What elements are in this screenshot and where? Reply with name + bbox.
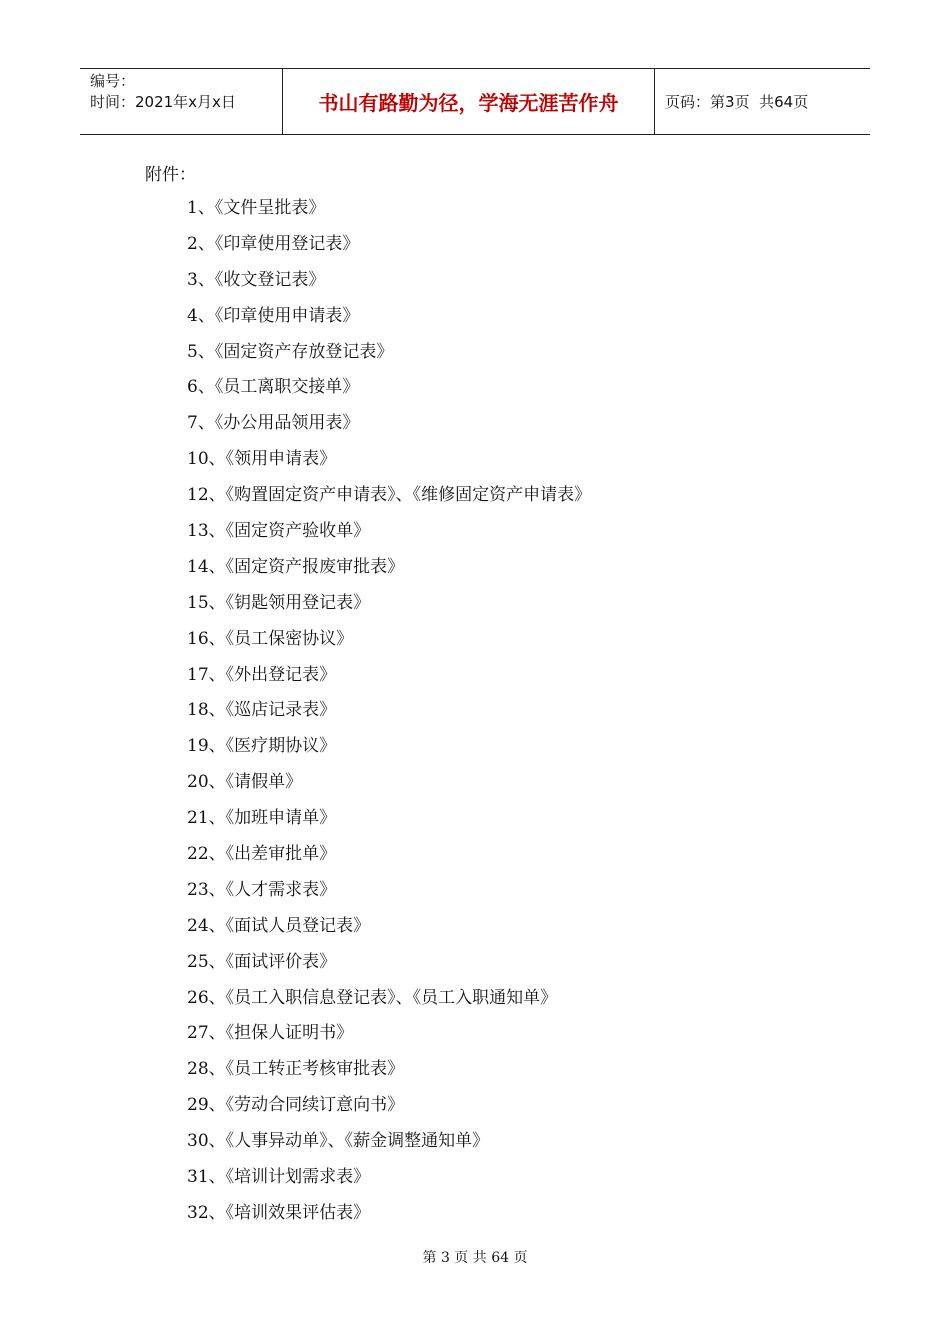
list-item: 20、《请假单》	[187, 772, 303, 793]
header-page-indicator	[655, 69, 870, 134]
list-item: 17、《外出登记表》	[187, 664, 337, 685]
list-item: 1、《文件呈批表》	[187, 198, 326, 218]
page-footer	[0, 1247, 950, 1267]
page-header	[80, 68, 870, 135]
list-item: 4、《印章使用申请表》	[187, 305, 360, 326]
list-item: 22、《出差审批单》	[187, 844, 337, 865]
attachment-list	[187, 196, 591, 1237]
list-item: 29、《劳动合同续订意向书》	[187, 1095, 405, 1116]
list-item: 31、《培训计划需求表》	[187, 1167, 371, 1188]
list-item: 14、《固定资产报废审批表》	[187, 556, 405, 577]
list-item: 15、《钥匙领用登记表》	[187, 592, 371, 613]
footer-page-number: 第 3 页 共 64 页	[422, 1250, 528, 1266]
list-item: 24、《面试人员登记表》	[187, 915, 371, 936]
header-motto: 书山有路勤为径，学海无涯苦作舟	[282, 69, 655, 134]
list-item: 10、《领用申请表》	[187, 449, 337, 470]
list-item: 16、《员工保密协议》	[187, 628, 354, 649]
list-item: 5、《固定资产存放登记表》	[187, 341, 394, 362]
list-item: 13、《固定资产验收单》	[187, 521, 371, 542]
page-end: 页	[793, 93, 809, 111]
document-time-label: 时间：2021年x月x日	[90, 93, 236, 111]
list-item: 32、《培训效果评估表》	[187, 1202, 371, 1223]
list-item: 28、《员工转正考核审批表》	[187, 1059, 405, 1080]
list-item: 21、《加班申请单》	[187, 808, 337, 829]
section-title: 附件：	[145, 165, 196, 185]
page-label: 页码：第	[665, 93, 726, 111]
header-meta	[80, 69, 282, 134]
list-item: 25、《面试评价表》	[187, 951, 337, 972]
list-item: 27、《担保人证明书》	[187, 1023, 354, 1044]
list-item: 19、《医疗期协议》	[187, 736, 337, 757]
list-item: 2、《印章使用登记表》	[187, 233, 360, 254]
page-total: 64	[774, 92, 794, 111]
list-item: 23、《人才需求表》	[187, 879, 337, 900]
list-item: 12、《购置固定资产申请表》、《维修固定资产申请表》	[187, 485, 592, 506]
list-item: 7、《办公用品领用表》	[187, 413, 360, 434]
list-item: 30、《人事异动单》、《薪金调整通知单》	[187, 1131, 490, 1152]
list-item: 3、《收文登记表》	[187, 269, 326, 290]
page-mid: 页 共	[734, 93, 775, 111]
list-item: 6、《员工离职交接单》	[187, 377, 360, 398]
list-item: 18、《巡店记录表》	[187, 700, 337, 721]
page-current: 3	[725, 92, 735, 111]
document-number-label: 编号：	[90, 72, 136, 90]
list-item: 26、《员工入职信息登记表》、《员工入职通知单》	[187, 987, 558, 1008]
